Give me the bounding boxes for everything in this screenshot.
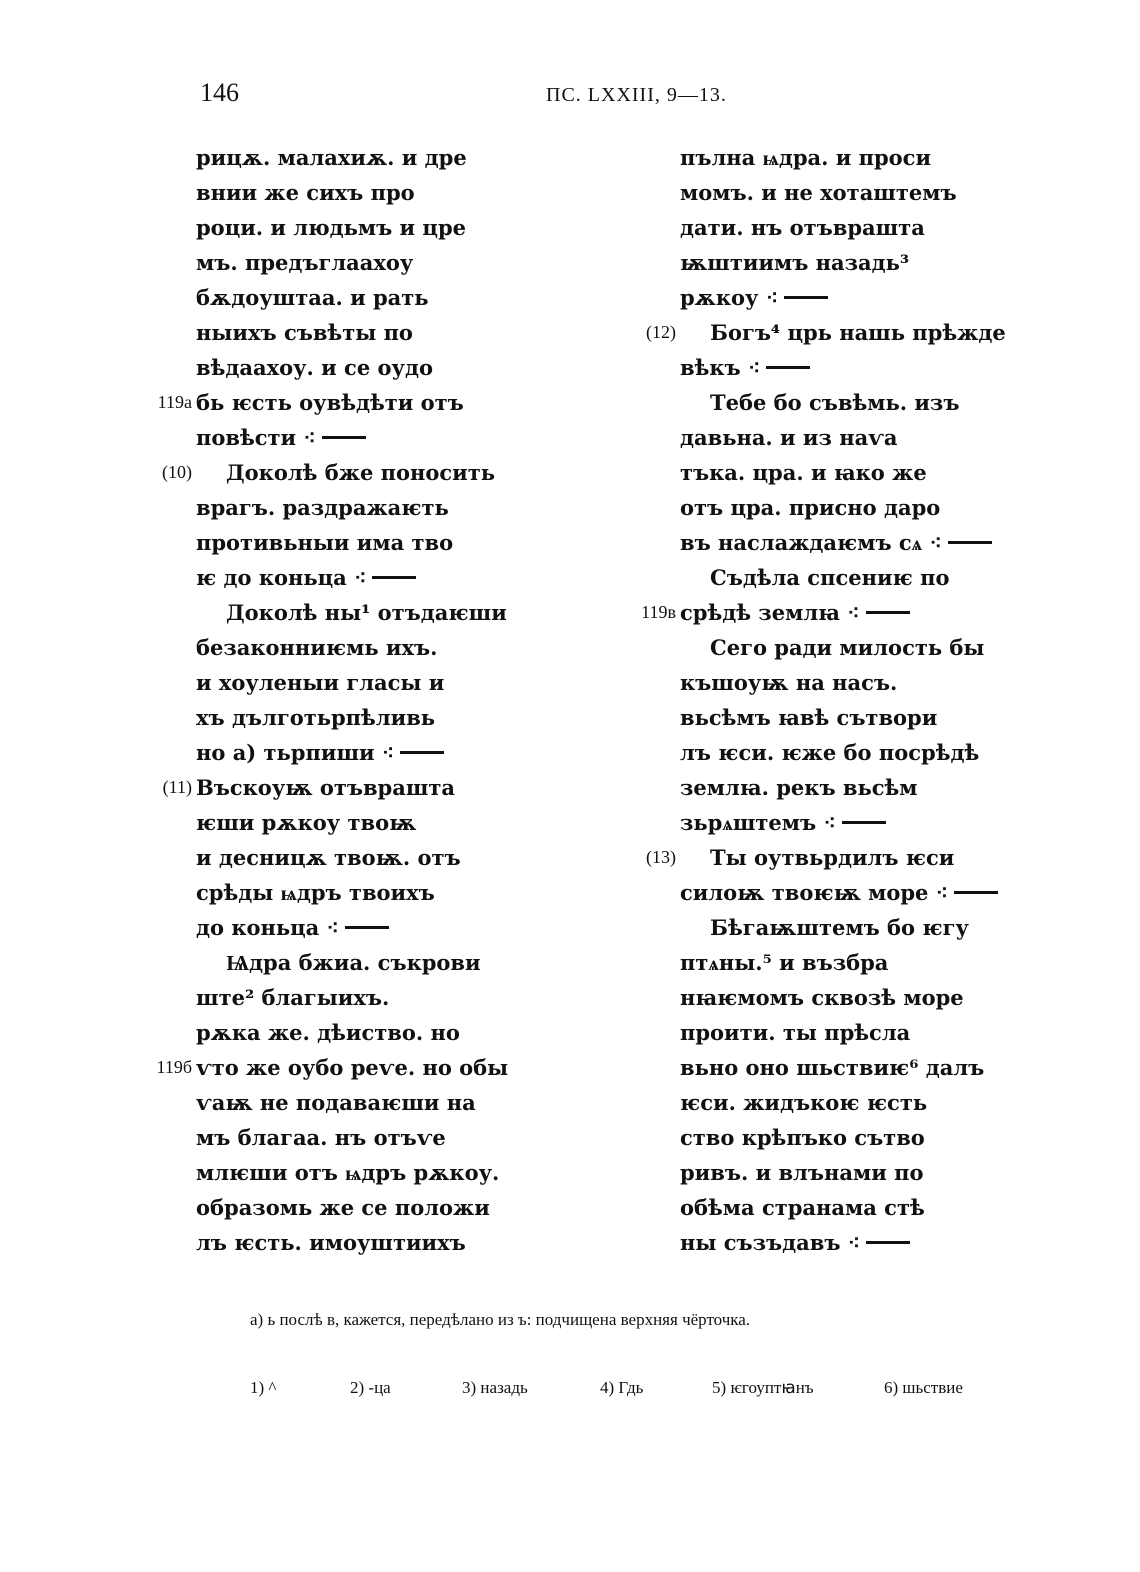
text-line (680, 420, 1120, 455)
text-line (196, 910, 616, 945)
line-text: Сего ради милость бы (710, 635, 985, 660)
line-text: Бѣгаѭштемъ бо ѥгу (710, 915, 969, 940)
line-text: но а) тьрпиши ⁖ (196, 740, 395, 765)
text-line (196, 175, 616, 210)
footnote-text: назадь (476, 1378, 528, 1397)
text-line (680, 1085, 1120, 1120)
line-marker: (13) (646, 847, 676, 867)
text-line (680, 210, 1120, 245)
line-text: Ѩдра бжиа. съкрови (226, 950, 481, 975)
line-marker: 119а (157, 392, 192, 412)
line-text: ѥ до коньца ⁖ (196, 565, 367, 590)
line-text: ѥси. жидъкоѥ ѥсть (680, 1090, 928, 1115)
text-line (680, 350, 1120, 385)
footnote-text: Гдь (614, 1378, 644, 1397)
text-line (646, 315, 1120, 350)
line-text: мъ благаа. нъ отъѵе (196, 1125, 446, 1150)
text-line (680, 1015, 1120, 1050)
line-text: вьсѣмъ ꙗвѣ сътвори (680, 705, 938, 730)
verse-end-dash (345, 926, 389, 929)
running-title: ПС. LXXIII, 9—13. (546, 84, 727, 106)
line-text: врагъ. раздражаѥть (196, 495, 449, 520)
line-text: ѭштиимъ назадь³ (680, 250, 910, 275)
line-text: Богъ⁴ црь нашь прѣжде (710, 320, 1006, 345)
footnote-number: 5) (712, 1378, 727, 1397)
text-line (680, 630, 1120, 665)
text-line (196, 560, 616, 595)
line-text: момъ. и не хоташтемъ (680, 180, 957, 205)
text-line (196, 245, 616, 280)
text-line (196, 945, 616, 980)
text-line (680, 980, 1120, 1015)
text-line (196, 665, 616, 700)
footnote-item (712, 1378, 814, 1398)
line-text: Доколѣ ны¹ отъдаѥши (226, 600, 507, 625)
footnote-number: 3) (462, 1378, 477, 1397)
line-text: мъ. предъглаахоу (196, 250, 414, 275)
text-line (680, 910, 1120, 945)
line-text: ште² благыихъ. (196, 985, 390, 1010)
line-text: силоѭ твоѥѭ море ⁖ (680, 880, 949, 905)
text-line (162, 455, 616, 490)
text-line (680, 1155, 1120, 1190)
line-marker: (11) (162, 777, 192, 797)
verse-end-dash (866, 611, 910, 614)
line-text: землꙗ. рекъ вьсѣм (680, 775, 918, 800)
text-line (196, 490, 616, 525)
footnote-number: 2) (350, 1378, 365, 1397)
line-marker: 119в (641, 602, 676, 622)
text-line (196, 1015, 616, 1050)
text-line (196, 1225, 616, 1260)
text-line (196, 700, 616, 735)
page-header (0, 78, 1140, 114)
text-line (196, 420, 616, 455)
footnote-number: 1) (250, 1378, 265, 1397)
text-line (646, 840, 1120, 875)
line-text: ѵаѭ не подаваѥши на (196, 1090, 476, 1115)
text-line (680, 770, 1120, 805)
line-text: ныихъ съвѣты по (196, 320, 413, 345)
line-text: внии же сихъ про (196, 180, 415, 205)
verse-end-dash (784, 296, 828, 299)
right-column (641, 140, 1120, 1260)
line-text: нꙗѥмомъ сквозѣ море (680, 985, 964, 1010)
text-line (196, 525, 616, 560)
footnote-number: 4) (600, 1378, 615, 1397)
footnote-text: ѥгоуптꙗнъ (726, 1378, 814, 1397)
left-column (156, 140, 616, 1260)
line-text: къшоуѭ на насъ. (680, 670, 898, 695)
text-line (680, 805, 1120, 840)
verse-end-dash (948, 541, 992, 544)
text-line (680, 525, 1120, 560)
text-line (196, 1190, 616, 1225)
text-line (680, 875, 1120, 910)
line-text: бь ѥсть оувѣдѣти отъ (196, 390, 464, 415)
line-text: срѣдѣ землꙗ ⁖ (680, 600, 860, 625)
verse-end-dash (954, 891, 998, 894)
text-line (680, 1120, 1120, 1155)
text-line (680, 735, 1120, 770)
line-text: хъ дълготьрпѣливь (196, 705, 436, 730)
text-line (680, 1190, 1120, 1225)
text-line (196, 875, 616, 910)
text-line (196, 1155, 616, 1190)
line-text: зьрѧштемъ ⁖ (680, 810, 836, 835)
verse-end-dash (322, 436, 366, 439)
text-line (196, 805, 616, 840)
footnotes (250, 1378, 990, 1408)
footnote-item (884, 1378, 963, 1398)
line-text: дати. нъ отъвраштa (680, 215, 925, 240)
line-text: повѣсти ⁖ (196, 425, 316, 450)
line-marker: 119б (156, 1057, 192, 1077)
line-text: роци. и людьмъ и цре (196, 215, 466, 240)
line-text: лъ ѥси. ѥже бо посрѣдѣ (680, 740, 980, 765)
line-text: птѧны.⁵ и възбра (680, 950, 889, 975)
line-text: безаконниѥмь ихъ. (196, 635, 438, 660)
footnote-text: ^ (264, 1378, 277, 1397)
line-text: вѣкъ ⁖ (680, 355, 761, 380)
footnote-item (350, 1378, 391, 1398)
footnote-text: шьствие (898, 1378, 963, 1397)
text-line (156, 1050, 616, 1085)
text-line (196, 210, 616, 245)
text-line (680, 455, 1120, 490)
text-line (680, 280, 1120, 315)
text-line (196, 840, 616, 875)
text-line (162, 770, 616, 805)
footnote-item (600, 1378, 643, 1398)
line-text: лъ ѥсть. имоуштиихъ (196, 1230, 466, 1255)
line-text: рѫкоу ⁖ (680, 285, 779, 310)
line-text: бѫдоуштаа. и рать (196, 285, 429, 310)
line-text: образомь же се положи (196, 1195, 490, 1220)
text-line (196, 1085, 616, 1120)
text-line (680, 1050, 1120, 1085)
line-text: Въскоуѭ отъвраштa (196, 775, 456, 800)
verse-end-dash (372, 576, 416, 579)
line-text: рѫка же. дѣиство. но (196, 1020, 460, 1045)
text-line (157, 385, 616, 420)
line-text: въ наслаждаѥмъ сѧ ⁖ (680, 530, 942, 555)
line-text: млѥши отъ ѩдръ рѫкоу. (196, 1160, 500, 1185)
line-text: до коньца ⁖ (196, 915, 339, 940)
footnote-item (250, 1378, 276, 1398)
verse-end-dash (866, 1241, 910, 1244)
text-line (196, 735, 616, 770)
line-text: отъ цра. присно даро (680, 495, 941, 520)
line-text: рицѫ. малахиѫ. и дре (196, 145, 467, 170)
text-line (641, 595, 1120, 630)
line-text: Съдѣла спсениѥ по (710, 565, 950, 590)
text-line (680, 175, 1120, 210)
line-text: и десницѫ твоѭ. отъ (196, 845, 461, 870)
page-number: 146 (200, 78, 239, 107)
line-text: Тебе бо съвѣмь. изъ (710, 390, 960, 415)
line-text: обѣма странама стѣ (680, 1195, 925, 1220)
line-text: Ты оутвьрдилъ ѥси (710, 845, 955, 870)
line-marker: (10) (162, 462, 192, 482)
text-line (196, 140, 616, 175)
line-text: вьно оно шьствиѥ⁶ далъ (680, 1055, 985, 1080)
text-line (680, 140, 1120, 175)
line-text: срѣды ѩдръ твоихъ (196, 880, 435, 905)
text-line (680, 700, 1120, 735)
text-line (680, 245, 1120, 280)
verse-end-dash (842, 821, 886, 824)
text-line (680, 1225, 1120, 1260)
footnote-number: 6) (884, 1378, 899, 1397)
text-line (680, 385, 1120, 420)
line-text: ривъ. и влънами по (680, 1160, 924, 1185)
text-line (196, 1120, 616, 1155)
line-text: ѥши рѫкоу твоѭ (196, 810, 417, 835)
line-text: противьныи има тво (196, 530, 454, 555)
line-text: ство крѣпъко сътво (680, 1125, 925, 1150)
line-text: ѵто же оубо реѵе. но обы (196, 1055, 509, 1080)
line-text: и хоуленыи гласы и (196, 670, 445, 695)
text-line (680, 665, 1120, 700)
text-line (680, 560, 1120, 595)
footnote-variant: а) ь послѣ в, кажется, передѣлано из ъ: подчищена верхняя чёрточка. (250, 1310, 751, 1329)
line-text: давьна. и из наѵа (680, 425, 898, 450)
line-text: проити. ты прѣсла (680, 1020, 911, 1045)
verse-end-dash (766, 366, 810, 369)
text-line (196, 315, 616, 350)
text-line (196, 280, 616, 315)
text-line (680, 945, 1120, 980)
line-text: пълна ѩдра. и проси (680, 145, 932, 170)
text-line (196, 350, 616, 385)
verse-end-dash (400, 751, 444, 754)
text-line (680, 490, 1120, 525)
line-text: Доколѣ бже поносить (226, 460, 496, 485)
line-text: вѣдаахоу. и се оудо (196, 355, 433, 380)
footnote-item (462, 1378, 528, 1398)
text-line (196, 630, 616, 665)
line-text: ны съзъдавъ ⁖ (680, 1230, 861, 1255)
footnote-text: -ца (364, 1378, 391, 1397)
text-line (196, 980, 616, 1015)
line-text: тъка. цра. и ꙗко же (680, 460, 927, 485)
line-marker: (12) (646, 322, 676, 342)
text-line (196, 595, 616, 630)
